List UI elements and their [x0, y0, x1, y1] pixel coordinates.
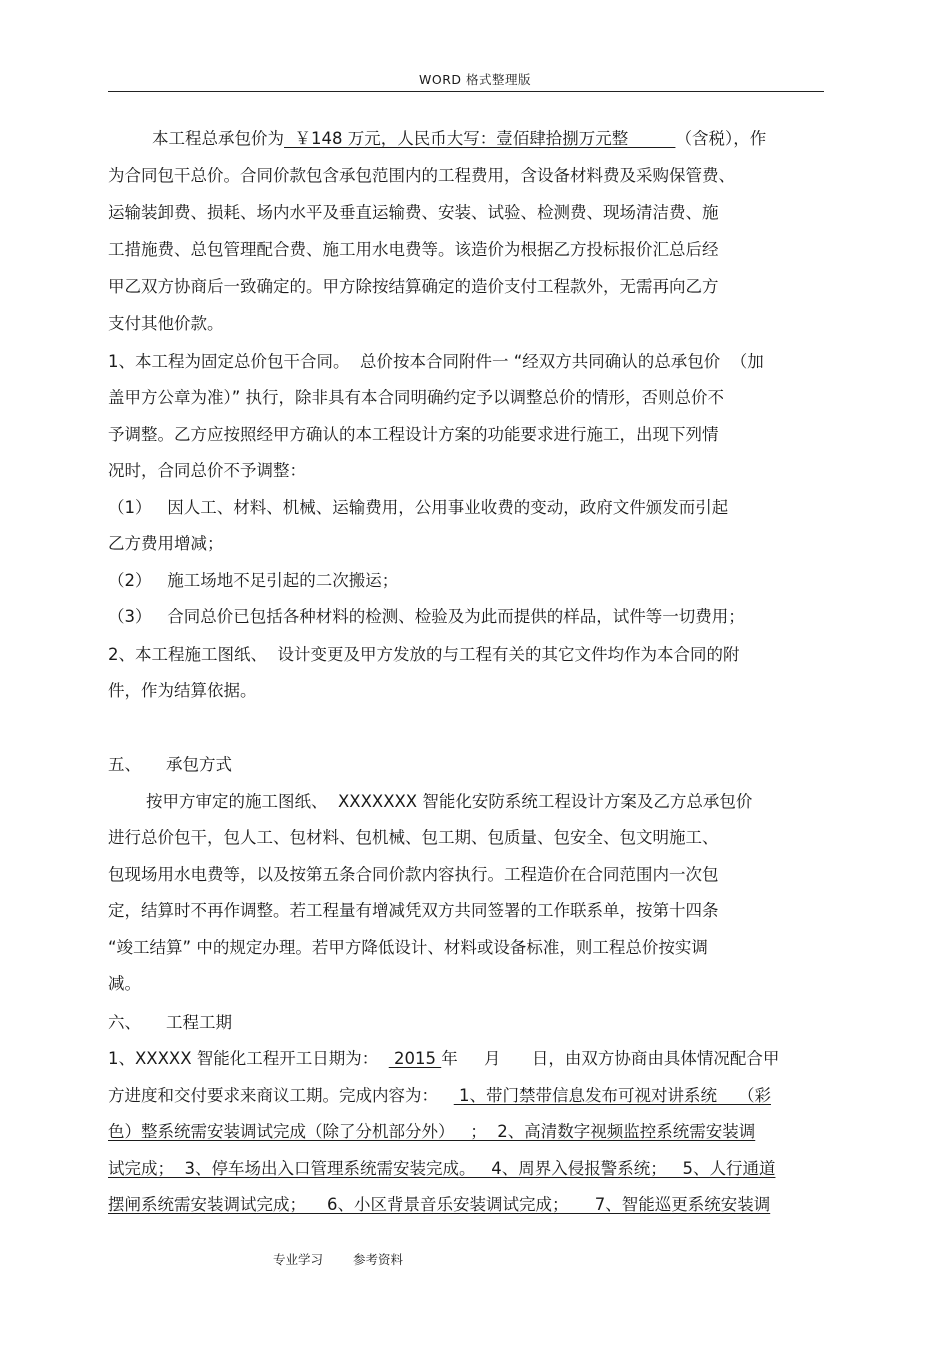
- price-line-2: 为合同包干总价。合同价款包含承包范围内的工程费用，含设备材料费及采购保管费、: [108, 166, 735, 185]
- item2-line-1: 2、本工程施工图纸、 设计变更及甲方发放的与工程有关的其它文件均作为本合同的附: [108, 645, 740, 664]
- footer-left: 专业学习: [273, 1252, 324, 1267]
- section5-line-1: 按甲方审定的施工图纸、 XXXXXXX 智能化安防系统工程设计方案及乙方总承包价: [146, 792, 753, 811]
- section5-line-5: “竣工结算” 中的规定办理。若甲方降低设计、材料或设备标准，则工程总价按实调: [108, 938, 708, 957]
- section6-line-4: 试完成； 3、停车场出入口管理系统需安装完成。 4、周界入侵报警系统； 5、人行通道: [108, 1159, 776, 1178]
- section5-number: 五、: [108, 755, 141, 774]
- section6-line-5: 摆闸系统需安装调试完成； 6、小区背景音乐安装调试完成； 7、智能巡更系统安装调: [108, 1195, 771, 1214]
- scope-item-1: 1、带门禁带信息发布可视对讲系统 （彩: [453, 1086, 771, 1105]
- item1-line-1: 1、本工程为固定总价包干合同。 总价按本合同附件一 “经双方共同确认的总承包价 （加: [108, 352, 764, 371]
- start-year: 2015: [388, 1049, 442, 1068]
- subitem-2: （2） 施工场地不足引起的二次搬运；: [108, 571, 399, 590]
- section6-line-2: [108, 1085, 771, 1107]
- price-line-3: 运输装卸费、损耗、场内水平及垂直运输费、安装、试验、检测费、现场清洁费、施: [108, 203, 719, 222]
- subitem-1-line-1: （1） 因人工、材料、机械、运输费用，公用事业收费的变动，政府文件颁发而引起: [108, 498, 729, 517]
- item1-line-2: 盖甲方公章为准）” 执行，除非具有本合同明确约定予以调整总价的情形，否则总价不: [108, 388, 725, 407]
- header-rule: [108, 91, 824, 92]
- footer-right: 参考资料: [353, 1252, 404, 1267]
- item1-line-4: 况时，合同总价不予调整：: [108, 461, 306, 480]
- subitem-1-line-2: 乙方费用增减；: [108, 534, 224, 553]
- section6-line-1: [108, 1048, 779, 1070]
- section6-line-3: 色）整系统需安装调试完成（除了分机部分外） ； 2、高清数字视频监控系统需安装调: [108, 1122, 756, 1141]
- page-header: WORD 格式整理版: [419, 72, 531, 87]
- price-line-1: [152, 128, 766, 150]
- section5-line-6: 减。: [108, 974, 141, 993]
- section5-line-2: 进行总价包干，包人工、包材料、包机械、包工期、包质量、包安全、包文明施工、: [108, 828, 719, 847]
- section5-line-4: 定，结算时不再作调整。若工程量有增减凭双方共同签署的工作联系单，按第十四条: [108, 901, 719, 920]
- price-tax-note: （含税），作: [675, 129, 767, 148]
- section6-number: 六、: [108, 1013, 141, 1032]
- start-date-label: 1、XXXXX 智能化工程开工日期为：: [108, 1049, 389, 1068]
- section6-title: 工程工期: [166, 1013, 232, 1032]
- price-label: 本工程总承包价为: [152, 129, 284, 148]
- price-line-4: 工措施费、总包管理配合费、施工用水电费等。该造价为根据乙方投标报价汇总后经: [108, 240, 719, 259]
- subitem-3: （3） 合同总价已包括各种材料的检测、检验及为此而提供的样品，试件等一切费用；: [108, 607, 745, 626]
- start-date-rest: 年 月 日，由双方协商由具体情况配合甲: [441, 1049, 780, 1068]
- section5-title: 承包方式: [166, 755, 232, 774]
- item2-line-2: 件，作为结算依据。: [108, 681, 257, 700]
- price-line-6: 支付其他价款。: [108, 314, 224, 333]
- section5-line-3: 包现场用水电费等，以及按第五条合同价款内容执行。工程造价在合同范围内一次包: [108, 865, 719, 884]
- price-line-5: 甲乙双方协商后一致确定的。甲方除按结算确定的造价支付工程款外，无需再向乙方: [108, 277, 719, 296]
- item1-line-3: 予调整。乙方应按照经甲方确认的本工程设计方案的功能要求进行施工，出现下列情: [108, 425, 719, 444]
- scope-label: 方进度和交付要求来商议工期。完成内容为：: [108, 1086, 454, 1105]
- price-amount: ￥148 万元，人民币大写：壹佰肆拾捌万元整: [284, 129, 676, 148]
